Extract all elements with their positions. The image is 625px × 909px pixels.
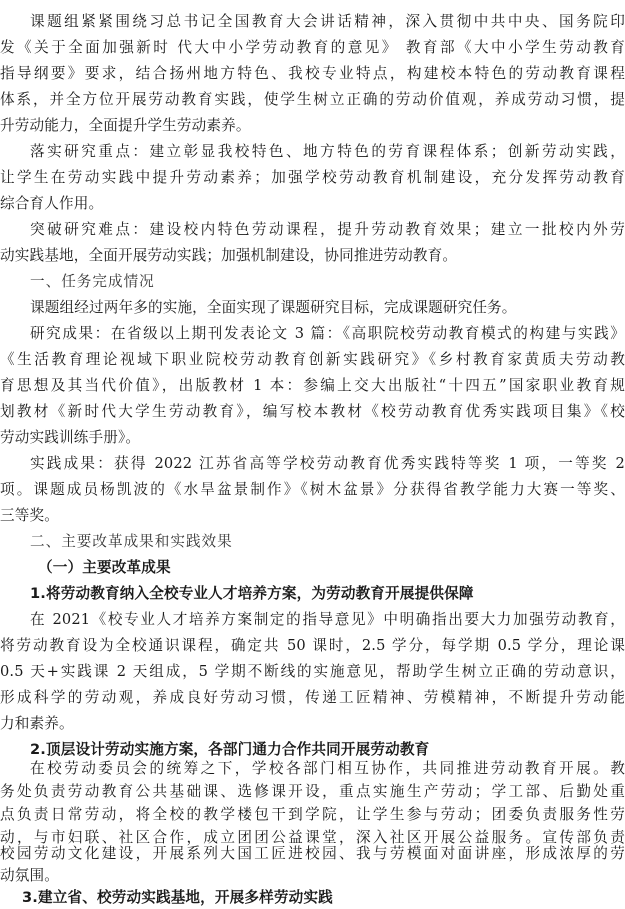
subsection-heading-main-reform: （一）主要改革成果 (38, 559, 171, 576)
intro-line-3: 指导纲要》要求，结合扬州地方特色、我校专业特点，构建校本特色的劳动教育课程 (0, 65, 625, 82)
intro-line-1: 课题组紧紧围绕习总书记全国教育大会讲话精神，深入贯彻中共中央、国务院印 (30, 13, 625, 30)
research-results-line-5: 劳动实践训练手册》。 (0, 429, 141, 446)
practice-results-line-2: 项。课题成员杨凯波的《水旱盆景制作》《树木盆景》分获得省教学能力大赛一等奖、 (0, 481, 625, 498)
item2-line-6: 动氛围。 (0, 867, 59, 884)
item1-line-3: 0.5 天+实践课 2 天组成，5 学期不断线的实施意见，帮助学生树立正确的劳动意识， (0, 663, 625, 680)
section-heading-reform-results: 二、主要改革成果和实践效果 (30, 533, 233, 550)
research-results-line-2: 《生活教育理论视域下职业院校劳动教育创新实践研究》《乡村教育家黄质夫劳动教 (0, 351, 625, 368)
item-heading-2: 2.顶层设计劳动实施方案，各部门通力合作共同开展劳动教育 (30, 741, 430, 758)
item2-line-2: 务处负责劳动教育公共基础课、选修课开设，重点实施生产劳动；学工部、后勤处重 (0, 783, 625, 800)
focus-line-3: 综合育人作用。 (0, 195, 104, 212)
item2-line-4: 动，与市妇联、社区合作，成立团团公益课堂，深入社区开展公益服务。宣传部负责 (0, 829, 625, 846)
practice-results-line-1: 实践成果：获得 2022 江苏省高等学校劳动教育优秀实践特等奖 1 项，一等奖 2 (30, 455, 625, 472)
practice-results-line-3: 三等奖。 (0, 507, 59, 524)
research-results-line-4: 划教材《新时代大学生劳动教育》，编写校本教材《校劳动教育优秀实践项目集》《校 (0, 403, 625, 420)
item2-line-1: 在校劳动委员会的统筹之下，学校各部门相互协作，共同推进劳动教育开展。教 (30, 760, 625, 777)
intro-line-5: 升劳动能力，全面提升学生劳动素养。 (0, 117, 251, 134)
research-results-line-3: 育思想及其当代价值》，出版教材 1 本：参编上交大出版社“十四五”国家职业教育规 (0, 377, 625, 394)
section-heading-task-completion: 一、任务完成情况 (30, 273, 155, 290)
intro-line-4: 体系，并全方位开展劳动教育实践，使学生树立正确的劳动价值观，养成劳动习惯，提 (0, 91, 625, 108)
completion-line-1: 课题组经过两年多的实施，全面实现了课题研究目标，完成课题研究任务。 (30, 299, 517, 316)
focus-line-2: 让学生在劳动实践中提升劳动素养；加强学校劳动教育机制建设，充分发挥劳动教育 (0, 169, 625, 186)
research-results-line-1: 研究成果：在省级以上期刊发表论文 3 篇：《高职院校劳动教育模式的构建与实践》 (30, 325, 625, 342)
intro-line-2: 发《关于全面加强新时 代大中小学劳动教育的意见》 教育部《大中小学生劳动教育 (0, 39, 625, 56)
item2-line-3: 点负责日常劳动，将全校的教学楼包干到学院，让学生参与劳动；团委负责服务性劳 (0, 806, 625, 823)
item1-line-2: 将劳动教育设为全校通识课程，确定共 50 课时，2.5 学分，每学期 0.5 学分，理论课 (0, 637, 625, 654)
item1-line-1: 在 2021《校专业人才培养方案制定的指导意见》中明确指出要大力加强劳动教育， (30, 611, 625, 628)
difficulty-line-1: 突破研究难点：建设校内特色劳动课程，提升劳动教育效果；建立一批校内外劳 (30, 221, 625, 238)
item-heading-1: 1.将劳动教育纳入全校专业人才培养方案，为劳动教育开展提供保障 (30, 585, 474, 602)
item2-line-5: 校园劳动文化建设，开展系列大国工匠进校园、我与劳模面对面讲座，形成浓厚的劳 (0, 845, 625, 862)
focus-line-1: 落实研究重点：建立彰显我校特色、地方特色的劳育课程体系；创新劳动实践， (30, 143, 625, 160)
difficulty-line-2: 动实践基地，全面开展劳动实践；加强机制建设，协同推进劳动教育。 (0, 247, 458, 264)
item-heading-3: 3.建立省、校劳动实践基地，开展多样劳动实践 (22, 889, 333, 906)
item1-line-4: 形成科学的劳动观，养成良好劳动习惯，传递工匠精神、劳模精神，不断提升劳动能 (0, 689, 625, 706)
item1-line-5: 力和素养。 (0, 715, 74, 732)
